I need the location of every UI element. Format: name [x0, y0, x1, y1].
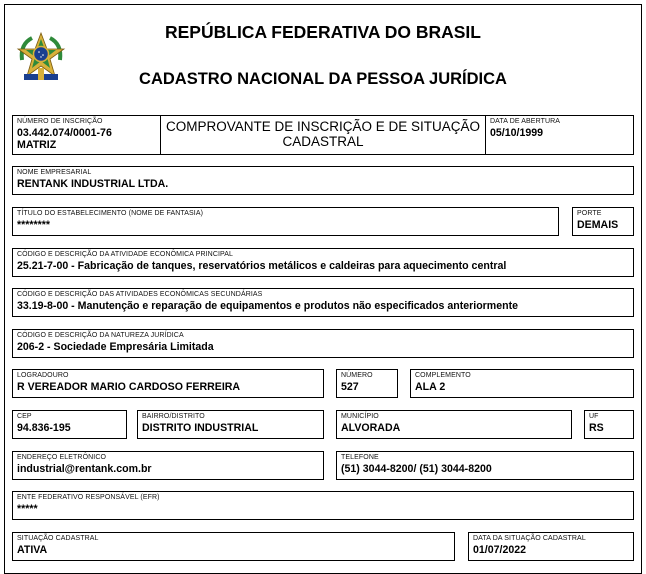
municipio-value: ALVORADA — [341, 422, 401, 434]
uf-box — [584, 410, 634, 439]
inscricao-label: NÚMERO DE INSCRIÇÃO — [17, 118, 103, 125]
complemento-label: COMPLEMENTO — [415, 372, 471, 379]
nome-value: RENTANK INDUSTRIAL LTDA. — [17, 178, 169, 190]
abertura-box — [485, 115, 634, 155]
email-value: industrial@rentank.com.br — [17, 463, 152, 475]
inscricao-numero: 03.442.074/0001-76 — [17, 127, 112, 139]
fantasia-label: TÍTULO DO ESTABELECIMENTO (NOME DE FANTASIA) — [17, 210, 204, 217]
logradouro-value: R VEREADOR MARIO CARDOSO FERREIRA — [17, 381, 241, 393]
cep-label: CEP — [17, 413, 32, 420]
bairro-label: BAIRRO/DISTRITO — [142, 413, 205, 420]
email-box — [12, 451, 324, 480]
fantasia-box — [12, 207, 559, 236]
nome-label: NOME EMPRESARIAL — [17, 169, 92, 176]
page-title: REPÚBLICA FEDERATIVA DO BRASIL — [165, 22, 481, 42]
telefone-value: (51) 3044-8200/ (51) 3044-8200 — [341, 463, 492, 475]
atividade-principal-box — [12, 248, 634, 277]
logradouro-label: LOGRADOURO — [17, 372, 69, 379]
numero-box — [336, 369, 398, 398]
bairro-value: DISTRITO INDUSTRIAL — [142, 422, 259, 434]
uf-label: UF — [589, 413, 599, 420]
data-situacao-box — [468, 532, 634, 561]
atividades-secundarias-box — [12, 288, 634, 317]
numero-value: 527 — [341, 381, 359, 393]
email-label: ENDEREÇO ELETRÔNICO — [17, 454, 107, 461]
logradouro-box — [12, 369, 324, 398]
nome-box — [12, 166, 634, 195]
data-situacao-value: 01/07/2022 — [473, 544, 527, 556]
efr-label: ENTE FEDERATIVO RESPONSÁVEL (EFR) — [17, 494, 160, 501]
telefone-label: TELEFONE — [341, 454, 379, 461]
inscricao-tipo: MATRIZ — [17, 139, 57, 151]
comprovante-box — [160, 115, 486, 155]
inscricao-box — [12, 115, 161, 155]
municipio-label: MUNICÍPIO — [341, 413, 379, 420]
uf-value: RS — [589, 422, 604, 434]
porte-box — [572, 207, 634, 236]
municipio-box — [336, 410, 572, 439]
natureza-label: CÓDIGO E DESCRIÇÃO DA NATUREZA JURÍDICA — [17, 332, 184, 339]
situacao-box — [12, 532, 455, 561]
bairro-box — [137, 410, 324, 439]
natureza-value: 206-2 - Sociedade Empresária Limitada — [17, 341, 214, 353]
complemento-box — [410, 369, 634, 398]
data-situacao-label: DATA DA SITUAÇÃO CADASTRAL — [473, 535, 586, 542]
atividade-principal-value: 25.21-7-00 - Fabricação de tanques, reservatórios metálicos e caldeiras para aquecimento central — [17, 260, 507, 272]
fantasia-value: ******** — [17, 219, 50, 231]
atividade-principal-label: CÓDIGO E DESCRIÇÃO DA ATIVIDADE ECONÔMICA PRINCIPAL — [17, 251, 234, 258]
cep-box — [12, 410, 127, 439]
page-subtitle: CADASTRO NACIONAL DA PESSOA JURÍDICA — [139, 70, 507, 88]
telefone-box — [336, 451, 634, 480]
cep-value: 94.836-195 — [17, 422, 71, 434]
atividades-secundarias-label: CÓDIGO E DESCRIÇÃO DAS ATIVIDADES ECONÔMICAS SECUNDÁRIAS — [17, 291, 263, 298]
comprovante-title-line2: CADASTRAL — [282, 134, 364, 149]
efr-box — [12, 491, 634, 520]
numero-label: NÚMERO — [341, 372, 373, 379]
abertura-label: DATA DE ABERTURA — [490, 118, 561, 125]
situacao-label: SITUAÇÃO CADASTRAL — [17, 535, 99, 542]
abertura-value: 05/10/1999 — [490, 127, 544, 139]
atividades-secundarias-value: 33.19-8-00 - Manutenção e reparação de equipamentos e produtos não especificados anteriormente — [17, 300, 518, 312]
porte-label: PORTE — [577, 210, 602, 217]
porte-value: DEMAIS — [577, 219, 619, 231]
natureza-box — [12, 329, 634, 358]
complemento-value: ALA 2 — [415, 381, 446, 393]
comprovante-title-line1: COMPROVANTE DE INSCRIÇÃO E DE SITUAÇÃO — [165, 119, 481, 134]
situacao-value: ATIVA — [17, 544, 48, 556]
efr-value: ***** — [17, 503, 38, 515]
